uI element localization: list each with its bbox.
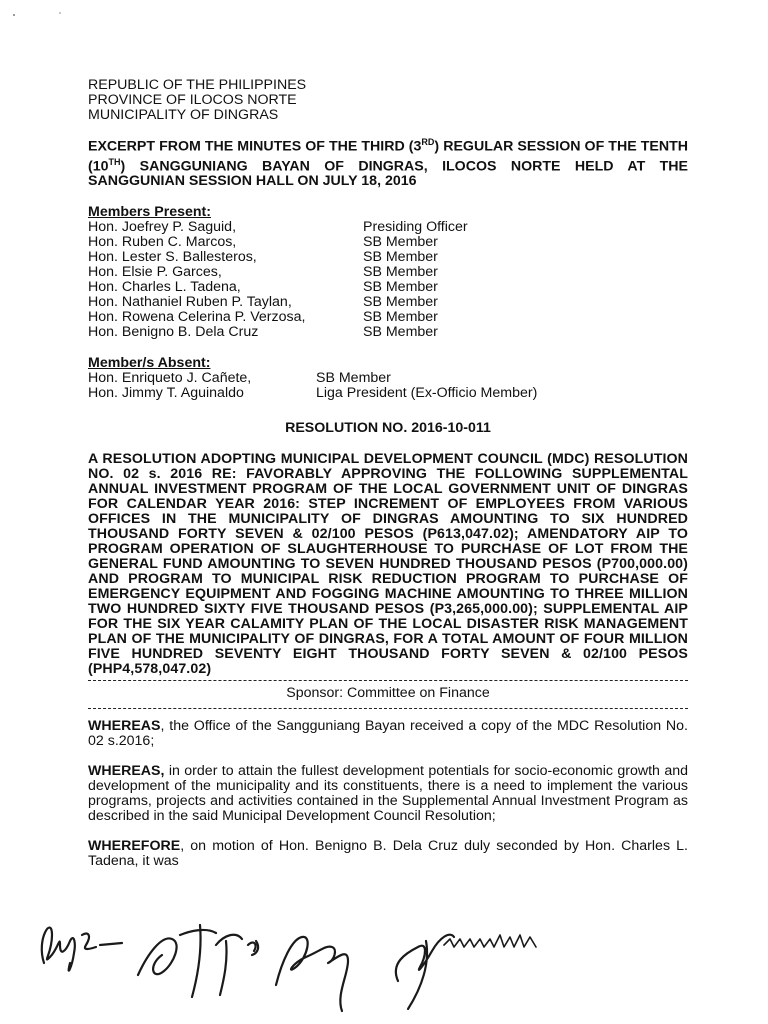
resolution-title: A RESOLUTION ADOPTING MUNICIPAL DEVELOPMENT COUNCIL (MDC) RESOLUTION NO. 02 s. 2016 RE: FAVORABLY APPROVING THE FOLLOWING SUPPLEMENTAL ANNUAL INVESTMENT PROGRAM OF THE LOCAL GOVERNMENT UNIT OF DINGRAS FOR CALENDAR YEAR 2016: STEP INCREMENT OF EMPLOYEES FROM VARIOUS OFFICES IN THE MUNICIPALITY OF DINGRAS AMOUNTING TO SIX HUNDRED THOUSAND FORTY SEVEN & 02/100 PESOS (P613,047.02); AMENDATORY AIP TO PROGRAM OPERATION OF SLAUGHTERHOUSE TO PURCHASE OF LOT FROM THE GENERAL FUND AMOUNTING TO SEVEN HUNDRED THOUSAND PESOS (P700,000.00) AND PROGRAM TO MUNICIPAL RISK REDUCTION PROGRAM TO PURCHASE OF EMERGENCY EQUIPMENT AND FOGGING MACHINE AMOUNTING TO THREE MILLION TWO HUNDRED SIXTY FIVE THOUSAND PESOS (P3,265,000.00); SUPPLEMENTAL AIP FOR THE SIX YEAR CALAMITY PLAN OF THE LOCAL DISASTER RISK MANAGEMENT PLAN OF THE MUNICIPALITY OF DINGRAS, FOR A TOTAL AMOUNT OF FOUR MILLION FIVE HUNDRED SEVENTY EIGHT THOUSAND FORTY SEVEN & 02/100 PESOS (PHP4,578,047.02) xyxy=(88,451,688,678)
member-name: Hon. Lester S. Ballesteros, xyxy=(88,249,257,266)
member-role: SB Member xyxy=(363,324,438,341)
member-name: Hon. Joefrey P. Saguid, xyxy=(88,219,237,236)
whereas-1-text: , the Office of the Sangguniang Bayan received a copy of the MDC Resolution No. 02 s.2016; xyxy=(88,718,688,750)
sponsor-line: Sponsor: Committee on Finance xyxy=(286,685,490,702)
signature-4 xyxy=(396,935,454,1009)
signature-1 xyxy=(42,928,122,971)
member-name: Hon. Benigno B. Dela Cruz xyxy=(88,324,259,341)
member-present-row xyxy=(88,265,688,280)
excerpt-text-1: EXCERPT FROM THE MINUTES OF THE THIRD (3 xyxy=(88,138,422,155)
wherefore-paragraph xyxy=(88,839,688,869)
whereas-1-lead: WHEREAS xyxy=(88,718,161,735)
document-header xyxy=(88,78,688,123)
member-name: Hon. Jimmy T. Aguinaldo xyxy=(88,385,244,402)
signature-4-tail xyxy=(444,935,536,947)
signature-2 xyxy=(138,925,258,997)
member-present-row xyxy=(88,295,688,310)
header-province: PROVINCE OF ILOCOS NORTE xyxy=(88,92,297,108)
member-absent-row xyxy=(88,386,688,401)
excerpt-sup-th: TH xyxy=(108,156,121,167)
whereas-2-text: in order to attain the fullest development potentials for socio-economic growth and development of the municipality and its constituents, there is a need to implement the various programs, projects and activities contained in the Supplemental Annual Investment Program as described in the said Municipal Development Council Resolution; xyxy=(88,763,688,825)
whereas-paragraph-1 xyxy=(88,719,688,749)
signature-3 xyxy=(276,937,348,1011)
member-name: Hon. Charles L. Tadena, xyxy=(88,279,241,296)
members-present-section xyxy=(88,205,688,340)
member-role: SB Member xyxy=(363,309,438,326)
member-absent-row xyxy=(88,371,688,386)
members-absent-section xyxy=(88,356,688,401)
member-role: SB Member xyxy=(363,249,438,266)
member-role: SB Member xyxy=(363,234,438,251)
wherefore-lead: WHEREFORE xyxy=(88,838,181,855)
whereas-2-lead: WHEREAS, xyxy=(88,763,165,780)
member-role: Liga President (Ex-Officio Member) xyxy=(316,385,538,402)
excerpt-text-3: ) SANGGUNIANG BAYAN OF DINGRAS, ILOCOS NORTE HELD AT THE SANGGUNIAN SESSION HALL ON JULY 18, 2016 xyxy=(88,158,688,190)
member-present-row xyxy=(88,250,688,265)
scan-specks xyxy=(0,0,80,20)
member-name: Hon. Elsie P. Garces, xyxy=(88,264,222,281)
resolution-number: RESOLUTION NO. 2016-10-011 xyxy=(285,420,491,437)
header-municipality: MUNICIPALITY OF DINGRAS xyxy=(88,107,279,123)
member-present-row xyxy=(88,280,688,295)
members-absent-title: Member/s Absent: xyxy=(88,355,211,372)
member-present-row xyxy=(88,220,688,235)
member-present-row xyxy=(88,235,688,250)
member-role: SB Member xyxy=(363,294,438,311)
member-name: Hon. Nathaniel Ruben P. Taylan, xyxy=(88,294,292,311)
whereas-paragraph-2 xyxy=(88,764,688,824)
header-republic: REPUBLIC OF THE PHILIPPINES xyxy=(88,77,307,93)
excerpt-sup-rd: RD xyxy=(421,137,435,147)
member-name: Hon. Ruben C. Marcos, xyxy=(88,234,237,251)
members-present-list xyxy=(88,220,688,340)
member-role: Presiding Officer xyxy=(363,219,468,236)
document-page xyxy=(88,78,688,869)
members-present-title: Members Present: xyxy=(88,204,212,221)
divider-bottom xyxy=(88,708,688,709)
member-role: SB Member xyxy=(316,370,391,387)
member-name: Hon. Enriqueto J. Cañete, xyxy=(88,370,252,387)
member-role: SB Member xyxy=(363,264,438,281)
wherefore-text: , on motion of Hon. Benigno B. Dela Cruz duly seconded by Hon. Charles L. Tadena, it was xyxy=(88,838,688,870)
minutes-excerpt-heading xyxy=(88,135,688,189)
member-present-row xyxy=(88,325,688,340)
excerpt-text-2: ) REGULAR SESSION OF THE TENTH (10 xyxy=(88,138,689,175)
signatures xyxy=(30,905,590,1020)
member-name: Hon. Rowena Celerina P. Verzosa, xyxy=(88,309,306,326)
member-present-row xyxy=(88,310,688,325)
member-role: SB Member xyxy=(363,279,438,296)
members-absent-list xyxy=(88,371,688,401)
divider-top xyxy=(88,680,688,681)
